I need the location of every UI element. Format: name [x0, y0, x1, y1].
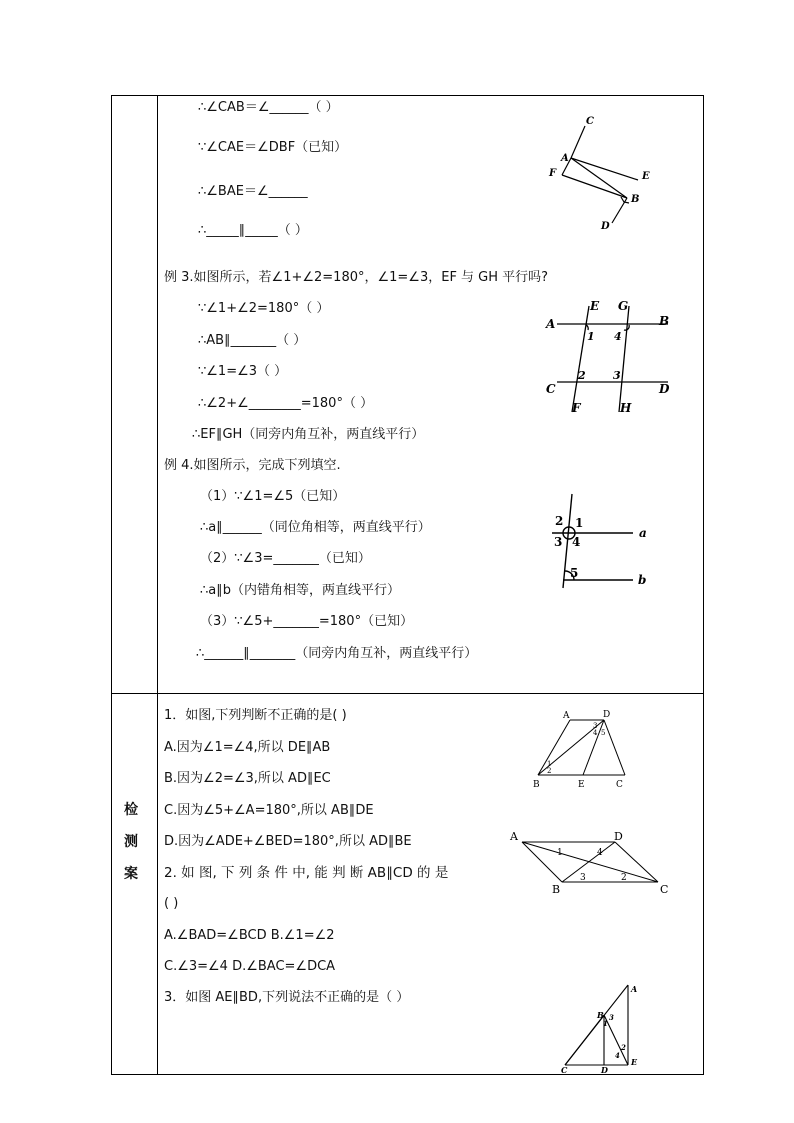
fig5-label-3: 3	[580, 873, 586, 883]
figure-4	[528, 708, 638, 793]
fig2-label-d: D	[659, 382, 670, 396]
table-border-right	[703, 95, 704, 1075]
fig2-label-1: 1	[587, 330, 595, 343]
fig3-label-3: 3	[554, 535, 563, 549]
table-row-divider	[111, 693, 704, 694]
proof1-line-4: ∴_____∥_____（ ）	[198, 223, 308, 238]
fig6-label-b: B	[597, 1010, 604, 1020]
fig1-line-ab	[571, 158, 627, 198]
fig6-line-cb	[565, 1015, 604, 1065]
table-border-mid	[157, 95, 158, 1075]
fig2-line-gh	[619, 306, 629, 412]
figure-5	[505, 826, 675, 896]
proof1-line-3: ∴∠BAE＝∠______	[198, 184, 308, 199]
fig6-label-e: E	[631, 1057, 638, 1067]
fig4-label-1: 1	[547, 760, 552, 768]
ex4-line-3: （2）∵∠3=_______（已知）	[200, 551, 371, 566]
fig1-line-ae	[571, 158, 638, 180]
figure-1	[540, 110, 660, 235]
figure-6	[555, 980, 645, 1074]
ex3-line-3: ∵∠1=∠3（ ）	[198, 364, 288, 379]
ex3-line-5: ∴EF∥GH（同旁内角互补，两直线平行）	[192, 427, 425, 442]
fig4-line-ab	[538, 720, 570, 775]
fig1-label-a: A	[561, 153, 569, 164]
fig2-label-3: 3	[613, 369, 621, 382]
fig2-line-ef	[572, 306, 589, 412]
fig4-label-c: C	[616, 780, 623, 790]
q2-options-ab: A.∠BAD=∠BCD B.∠1=∠2	[164, 928, 335, 943]
q2-options-cd: C.∠3=∠4 D.∠BAC=∠DCA	[164, 959, 336, 974]
proof1-line-2: ∵∠CAE＝∠DBF（已知）	[198, 140, 348, 155]
ex3-line-2: ∴AB∥_______（ ）	[198, 333, 307, 348]
fig4-label-e: E	[578, 780, 585, 790]
fig6-label-2: 2	[621, 1043, 626, 1052]
fig4-label-d: D	[603, 710, 611, 720]
q1-option-a: A.因为∠1=∠4,所以 DE∥AB	[164, 740, 331, 755]
fig4-label-b: B	[533, 780, 540, 790]
section-label-3: 案	[124, 866, 138, 882]
ex4-line-4: ∴a∥b（内错角相等，两直线平行）	[200, 583, 400, 598]
fig2-label-f: F	[572, 401, 581, 415]
ex4-title: 例 4.如图所示，完成下列填空.	[164, 458, 341, 473]
fig1-label-c: C	[586, 116, 594, 127]
fig2-label-a: A	[546, 317, 556, 331]
fig2-label-h: H	[620, 401, 632, 415]
fig3-label-a: a	[639, 526, 647, 540]
ex4-line-2: ∴a∥______（同位角相等，两直线平行）	[200, 520, 431, 535]
ex3-title: 例 3.如图所示，若∠1+∠2=180°，∠1=∠3，EF 与 GH 平行吗?	[164, 270, 549, 285]
table-border-left	[111, 95, 112, 1075]
q2-blank: ( )	[164, 896, 179, 911]
section-label-2: 测	[124, 834, 138, 850]
fig6-label-d: D	[601, 1065, 608, 1075]
fig3-label-4: 4	[572, 535, 581, 549]
ex4-line-6: ∴______∥_______（同旁内角互补，两直线平行）	[196, 646, 478, 661]
fig6-label-3: 3	[609, 1013, 614, 1022]
fig4-label-4: 4	[593, 729, 598, 737]
fig3-label-b: b	[638, 573, 647, 587]
fig6-label-4: 4	[615, 1051, 620, 1060]
ex4-line-5: （3）∵∠5+_______=180°（已知）	[200, 614, 414, 629]
fig1-label-d: D	[601, 221, 610, 232]
q1-stem: 1．如图,下列判断不正确的是( )	[164, 708, 347, 723]
figure-2	[540, 292, 680, 422]
proof1-line-1: ∴∠CAB＝∠______（ ）	[198, 100, 339, 115]
fig1-label-f: F	[549, 168, 557, 179]
fig4-label-3: 3	[593, 722, 598, 730]
fig5-label-2: 2	[621, 873, 627, 883]
fig6-label-a: A	[631, 984, 638, 994]
fig6-label-1: 1	[603, 1019, 608, 1028]
q1-option-c: C.因为∠5+∠A=180°,所以 AB∥DE	[164, 803, 374, 818]
fig5-line-bd	[562, 842, 615, 882]
ex3-line-1: ∵∠1+∠2=180°（ ）	[198, 301, 330, 316]
fig5-label-1: 1	[557, 848, 563, 858]
ex4-line-1: （1）∵∠1=∠5（已知）	[200, 489, 346, 504]
fig4-line-dc	[604, 720, 625, 775]
fig1-label-b: B	[631, 194, 640, 205]
q1-option-b: B.因为∠2=∠3,所以 AD∥EC	[164, 771, 331, 786]
fig4-label-5: 5	[601, 729, 606, 737]
fig4-label-a: A	[563, 711, 570, 721]
figure-3	[548, 490, 658, 595]
fig1-line-ac	[571, 126, 585, 158]
fig2-label-c: C	[546, 382, 556, 396]
fig2-label-4: 4	[614, 330, 622, 343]
fig5-label-a: A	[510, 830, 518, 843]
fig3-label-1: 1	[575, 516, 584, 530]
fig5-label-c: C	[660, 883, 669, 896]
fig6-label-c: C	[561, 1065, 568, 1075]
fig2-label-e: E	[590, 299, 600, 313]
fig5-label-d: D	[614, 830, 623, 843]
q3-stem: 3．如图 AE∥BD,下列说法不正确的是（ ）	[164, 990, 410, 1005]
q1-option-d: D.因为∠ADE+∠BED=180°,所以 AD∥BE	[164, 834, 412, 849]
fig3-label-5: 5	[570, 566, 579, 580]
fig2-label-g: G	[618, 299, 629, 313]
q2-stem: 2. 如 图, 下 列 条 件 中, 能 判 断 AB∥CD 的 是	[164, 865, 449, 881]
ex3-line-4: ∴∠2+∠________=180°（ ）	[198, 396, 374, 411]
fig5-label-b: B	[552, 883, 561, 896]
fig2-label-2: 2	[578, 369, 586, 382]
table-border-top	[111, 95, 704, 96]
section-label-1: 检	[124, 802, 138, 818]
fig4-label-2: 2	[547, 767, 552, 775]
table-border-bottom	[111, 1074, 704, 1075]
fig1-line-fb	[562, 175, 627, 198]
fig1-label-e: E	[642, 171, 650, 182]
fig2-label-b: B	[659, 314, 670, 328]
fig3-label-2: 2	[555, 514, 564, 528]
fig5-label-4: 4	[597, 848, 603, 858]
